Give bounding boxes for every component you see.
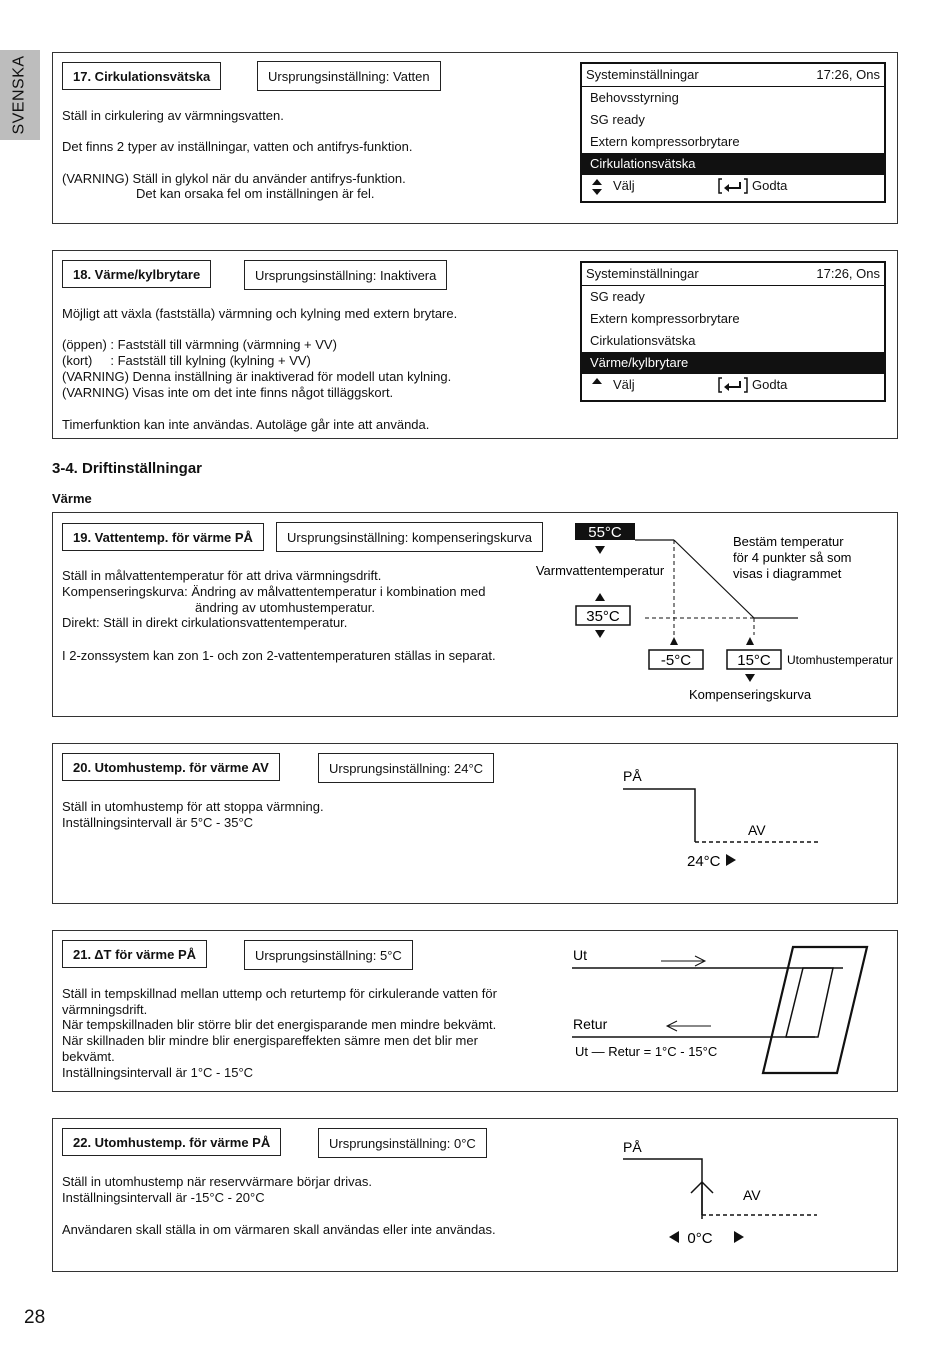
outdoor-temp-label: Utomhustemperatur bbox=[787, 653, 894, 667]
enter-key-icon bbox=[718, 178, 748, 194]
lcd-menu-item-selected[interactable]: Värme/kylbrytare bbox=[582, 352, 884, 374]
low-water-temp: 35°C bbox=[586, 608, 620, 625]
lcd-footer bbox=[582, 374, 884, 396]
setting-19-text-1: Ställ in målvattentemperatur för att driva värmningsdrift. bbox=[62, 568, 382, 583]
setting-17-text-2: Det finns 2 typer av inställningar, vatten och antifrys-funktion. bbox=[62, 139, 413, 154]
setting-17-text-4: Det kan orsaka fel om inställningen är fel. bbox=[136, 186, 375, 201]
setting-19-text-3: ändring av utomhustemperatur. bbox=[195, 600, 375, 615]
setting-21-title: 21. ΔT för värme PÅ bbox=[62, 940, 207, 968]
lcd-menu-item[interactable]: Extern kompressorbrytare bbox=[590, 134, 740, 149]
lcd-menu-item-selected[interactable]: Cirkulationsvätska bbox=[582, 153, 884, 175]
setting-18-default: Ursprungsinställning: Inaktivera bbox=[244, 260, 447, 290]
setting-21-text-3: När tempskillnaden blir större blir det energisparande men mindre bekvämt. bbox=[62, 1017, 497, 1032]
setting-20-panel bbox=[52, 743, 898, 904]
lcd-clock: 17:26, Ons bbox=[816, 67, 880, 82]
enter-key-icon bbox=[718, 377, 748, 393]
setting-19-panel bbox=[52, 512, 898, 717]
lcd-menu-item[interactable]: Extern kompressorbrytare bbox=[590, 311, 740, 326]
high-water-temp: 55°C bbox=[588, 524, 622, 541]
backup-heater-diagram bbox=[593, 1119, 893, 1271]
down-arrow-icon bbox=[745, 674, 755, 682]
setting-19-title: 19. Vattentemp. för värme PÅ bbox=[62, 523, 264, 551]
setting-17-text-3: (VARNING) Ställ in glykol när du använder antifrys-funktion. bbox=[62, 171, 406, 186]
page-number: 28 bbox=[24, 1307, 46, 1328]
delta-t-diagram bbox=[553, 931, 897, 1091]
water-temp-label: Varmvattentemperatur bbox=[535, 563, 665, 578]
setting-18-text-6: Timerfunktion kan inte användas. Autoläge går inte att använda. bbox=[62, 417, 430, 432]
language-tab-label: SVENSKA bbox=[11, 55, 28, 135]
diagram-note-line-3: visas i diagrammet bbox=[733, 566, 842, 581]
setting-19-text-5: I 2-zonssystem kan zon 1- och zon 2-vattentemperaturen ställas in separat. bbox=[62, 648, 496, 663]
setting-18-text-5: (VARNING) Visas inte om det inte finns något tilläggskort. bbox=[62, 385, 394, 400]
lcd-screen-18 bbox=[580, 261, 886, 402]
setting-17-text-1: Ställ in cirkulering av värmningsvatten. bbox=[62, 108, 284, 123]
setting-19-text-4: Direkt: Ställ in direkt cirkulationsvattentemperatur. bbox=[62, 615, 348, 630]
setting-18-text-4: (VARNING) Denna inställning är inaktiverad för modell utan kylning. bbox=[62, 369, 452, 384]
setting-22-panel bbox=[52, 1118, 898, 1272]
radiator-inner bbox=[786, 968, 833, 1037]
lcd-clock: 17:26, Ons bbox=[816, 266, 880, 281]
on-line bbox=[623, 789, 695, 842]
up-arrow-icon bbox=[590, 376, 604, 396]
left-arrow-icon[interactable] bbox=[669, 1231, 679, 1243]
lcd-menu-item[interactable]: SG ready bbox=[590, 112, 645, 127]
threshold-value: 0°C bbox=[687, 1230, 713, 1247]
setting-18-text-1: Möjligt att växla (fastställa) värmning och kylning med extern brytare. bbox=[62, 306, 458, 321]
lcd-header bbox=[582, 263, 884, 286]
setting-21-panel bbox=[52, 930, 898, 1092]
setting-17-default: Ursprungsinställning: Vatten bbox=[257, 61, 441, 91]
language-tab bbox=[0, 50, 40, 140]
lcd-header bbox=[582, 64, 884, 87]
setting-21-text-4: När skillnaden blir mindre blir energispareffekten sämre men det blir mer bbox=[62, 1033, 478, 1048]
lcd-confirm-label: Godta bbox=[752, 178, 788, 193]
subheading: Värme bbox=[52, 491, 92, 506]
setting-17-panel bbox=[52, 52, 898, 224]
lcd-footer bbox=[582, 175, 884, 197]
setting-21-default: Ursprungsinställning: 5°C bbox=[244, 940, 413, 970]
lcd-menu-item[interactable]: SG ready bbox=[590, 289, 645, 304]
lcd-header-title: Systeminställningar bbox=[586, 266, 699, 281]
setting-21-text-5: bekvämt. bbox=[62, 1049, 115, 1064]
lcd-select-label: Välj bbox=[613, 377, 635, 392]
lcd-select-label: Välj bbox=[613, 178, 635, 193]
down-arrow-icon bbox=[595, 630, 605, 638]
high-outdoor-temp: 15°C bbox=[737, 652, 771, 669]
setting-21-text-2: värmningsdrift. bbox=[62, 1002, 148, 1017]
setting-22-title: 22. Utomhustemp. för värme PÅ bbox=[62, 1128, 281, 1156]
up-arrow-icon bbox=[670, 637, 678, 645]
lcd-header-title: Systeminställningar bbox=[586, 67, 699, 82]
curve-label: Kompenseringskurva bbox=[688, 687, 812, 702]
off-label: AV bbox=[743, 1187, 761, 1203]
out-label: Ut bbox=[573, 947, 587, 963]
setting-18-panel bbox=[52, 250, 898, 439]
setting-22-text-3: Användaren skall ställa in om värmaren skall användas eller inte användas. bbox=[62, 1222, 496, 1237]
lcd-menu-item[interactable]: Behovsstyrning bbox=[590, 90, 679, 105]
setting-22-text-2: Inställningsintervall är -15°C - 20°C bbox=[62, 1190, 265, 1205]
setting-17-title: 17. Cirkulationsvätska bbox=[62, 62, 221, 90]
lcd-screen-17 bbox=[580, 62, 886, 203]
setting-21-text-6: Inställningsintervall är 1°C - 15°C bbox=[62, 1065, 254, 1080]
setting-18-text-2: (öppen) : Fastställ till värmning (värmning + VV) bbox=[62, 337, 337, 352]
setting-22-text-1: Ställ in utomhustemp när reservvärmare börjar drivas. bbox=[62, 1174, 372, 1189]
right-arrow-icon[interactable] bbox=[734, 1231, 744, 1243]
on-label: PÅ bbox=[623, 768, 642, 784]
lcd-confirm-label: Godta bbox=[752, 377, 788, 392]
compensation-curve-diagram bbox=[533, 513, 897, 716]
section-heading: 3-4. Driftinställningar bbox=[52, 460, 203, 477]
threshold-value: 24°C bbox=[687, 853, 721, 870]
setting-20-default: Ursprungsinställning: 24°C bbox=[318, 753, 494, 783]
diagram-note-line-2: för 4 punkter så som bbox=[733, 550, 852, 565]
setting-21-text-1: Ställ in tempskillnad mellan uttemp och returtemp för cirkulerande vatten för bbox=[62, 986, 497, 1001]
down-arrow-icon bbox=[595, 546, 605, 554]
up-down-arrow-icon bbox=[590, 177, 604, 197]
setting-18-text-3: (kort) : Fastställ till kylning (kylning + VV) bbox=[62, 353, 311, 368]
heating-off-diagram bbox=[593, 744, 893, 903]
lcd-menu-item[interactable]: Cirkulationsvätska bbox=[590, 333, 696, 348]
on-line bbox=[623, 1159, 702, 1215]
setting-22-default: Ursprungsinställning: 0°C bbox=[318, 1128, 487, 1158]
up-arrow-icon bbox=[595, 593, 605, 601]
setting-18-title: 18. Värme/kylbrytare bbox=[62, 260, 211, 288]
on-label: PÅ bbox=[623, 1139, 642, 1155]
setting-20-title: 20. Utomhustemp. för värme AV bbox=[62, 753, 280, 781]
right-arrow-icon bbox=[726, 854, 736, 866]
return-label: Retur bbox=[573, 1016, 608, 1032]
setting-20-text-1: Ställ in utomhustemp för att stoppa värmning. bbox=[62, 799, 324, 814]
setting-19-default: Ursprungsinställning: kompenseringskurva bbox=[276, 522, 543, 552]
diagram-note-line-1: Bestäm temperatur bbox=[733, 534, 844, 549]
setting-19-text-2: Kompenseringskurva: Ändring av målvattentemperatur i kombination med bbox=[62, 584, 486, 599]
setting-20-text-2: Inställningsintervall är 5°C - 35°C bbox=[62, 815, 254, 830]
off-label: AV bbox=[748, 822, 766, 838]
up-arrow-icon bbox=[746, 637, 754, 645]
radiator-outer bbox=[763, 947, 867, 1073]
range-label: Ut — Retur = 1°C - 15°C bbox=[575, 1044, 718, 1059]
low-outdoor-temp: -5°C bbox=[660, 652, 692, 669]
